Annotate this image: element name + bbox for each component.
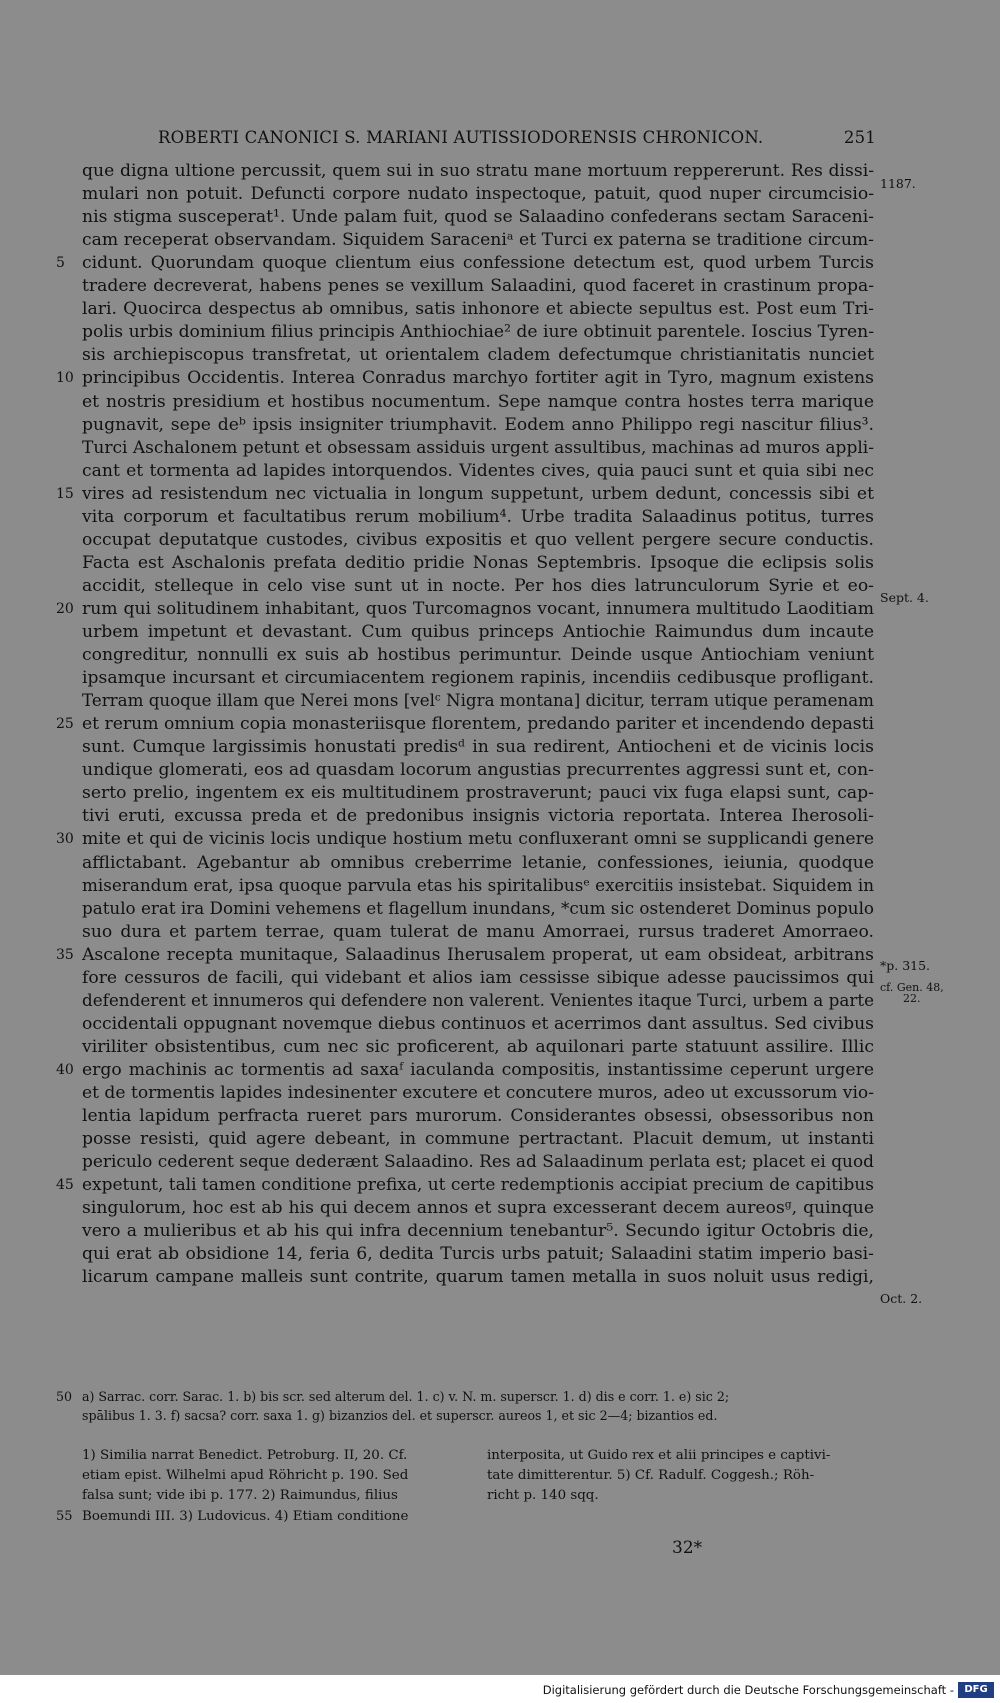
text-line: vires ad resistendum nec victualia in longum suppetunt, urbem dedunt, concessis sibi et	[82, 483, 874, 504]
line-number: 5	[56, 255, 65, 272]
text-line: patulo erat ira Domini vehemens et flagellum inundans, *cum sic ostenderet Dominus populo	[82, 898, 874, 919]
page-number: 251	[843, 128, 876, 147]
text-line: tivi eruti, excussa preda et de predonibus insignis victoria reportata. Interea Iherosoli-	[82, 806, 874, 827]
footnote-line: falsa sunt; vide ibi p. 177. 2) Raimundus, filius	[82, 1488, 398, 1503]
text-line: fore cessuros de facili, qui videbant et alios iam cessisse sibique adesse paucissimos qui	[82, 967, 874, 988]
footnote-line: interposita, ut Guido rex et alii principes e captivi-	[487, 1448, 831, 1463]
text-line: et nostris presidium et hostibus nocumentum. Sepe namque contra hostes terra marique	[82, 391, 874, 412]
text-line: polis urbis dominium filius principis Anthiochiae² de iure obtinuit parentele. Ioscius Tyren-	[82, 322, 874, 343]
text-line: rum qui solitudinem inhabitant, quos Turcomagnos vocant, innumera multitudo Laoditiam	[82, 598, 874, 619]
text-line: nis stigma susceperat¹. Unde palam fuit, quod se Salaadino confederans sectam Saraceni-	[82, 207, 874, 228]
line-number: 15	[56, 485, 74, 502]
margin-note-bible-ref-verse: 22.	[903, 992, 921, 1005]
text-line: congreditur, nonnulli ex suis ab hostibus perimuntur. Deinde usque Antiochiam veniunt	[82, 645, 874, 666]
text-line: Facta est Aschalonis prefata deditio pridie Nonas Septembris. Ipsoque die eclipsis solis	[82, 552, 874, 573]
running-title: ROBERTI CANONICI S. MARIANI AUTISSIODORENSIS CHRONICON.	[158, 128, 764, 147]
text-line: undique glomerati, eos ad quasdam locorum angustias precurrentes aggressi sunt et, con-	[82, 760, 874, 781]
text-line: licarum campane malleis sunt contrite, quarum tamen metalla in suos noluit usus redigi,	[82, 1267, 874, 1288]
text-line: pugnavit, sepe deᵇ ipsis insigniter triumphavit. Eodem anno Philippo regi nascitur filius³.	[82, 414, 874, 435]
text-line: suo dura et partem terrae, quam tulerat de manu Amorraei, rursus traderet Amorraeo.	[82, 921, 874, 942]
text-line: vero a mulieribus et ab his qui infra decennium tenebantur⁵. Secundo igitur Octobris die,	[82, 1221, 874, 1242]
line-number: 55	[56, 1509, 73, 1524]
margin-note-bible-ref: cf. Gen. 48,	[880, 981, 944, 994]
text-line: posse resisti, quid agere debeant, in commune pertractant. Placuit demum, ut instanti	[82, 1129, 874, 1150]
footnote-line: richt p. 140 sqq.	[487, 1488, 599, 1503]
funding-note: Digitalisierung gefördert durch die Deutsche Forschungsgemeinschaft -	[542, 1683, 954, 1697]
text-line: cam receperat observandam. Siquidem Saraceniᵃ et Turci ex paterna se traditione circum-	[82, 230, 874, 251]
line-number: 45	[56, 1177, 74, 1194]
line-number: 10	[56, 370, 74, 387]
text-line: periculo cederent seque dederænt Salaadino. Res ad Salaadinum perlata est; placet ei quod	[82, 1152, 874, 1173]
margin-note-date: Oct. 2.	[880, 1291, 923, 1306]
critical-apparatus-line: a) Sarrac. corr. Sarac. 1. b) bis scr. sed alterum del. 1. c) v. N. m. superscr. 1. d) dis e corr. 1. e) sic 2;	[82, 1389, 730, 1404]
text-line: occupat deputatque custodes, civibus expositis et quo vellent pergere secure conductis.	[82, 529, 874, 550]
text-line: mulari non potuit. Defuncti corpore nudato inspectoque, patuit, quod nuper circumcisio-	[82, 184, 874, 205]
text-line: Terram quoque illam que Nerei mons [velᶜ Nigra montana] dicitur, terram utique peramenam	[82, 691, 874, 712]
text-line: mite et qui de vicinis locis undique hostium metu confluxerant omni se supplicandi genere	[82, 829, 874, 850]
text-line: sis archiepiscopus transfretat, ut orientalem cladem defectumque christianitatis nunciet	[82, 345, 874, 366]
line-number: 25	[56, 716, 74, 733]
line-number: 35	[56, 946, 74, 963]
text-line: urbem impetunt et devastant. Cum quibus princeps Antiochie Raimundus dum incaute	[82, 622, 874, 642]
footnote-line: 1) Similia narrat Benedict. Petroburg. II, 20. Cf.	[82, 1448, 408, 1463]
text-line: singulorum, hoc est ab his qui decem annos et supra excesserant decem aureosᵍ, quinque	[82, 1198, 874, 1219]
text-line: ipsamque incursant et circumiacentem regionem rapinis, incendiis cedibusque profligant.	[82, 668, 874, 689]
line-number: 30	[56, 831, 74, 848]
footnote-line: Boemundi III. 3) Ludovicus. 4) Etiam conditione	[82, 1509, 409, 1524]
text-line: ergo machinis ac tormentis ad saxaᶠ iaculanda compositis, instantissime ceperunt urgere	[82, 1059, 874, 1080]
text-line: afflictabant. Agebantur ab omnibus creberrime letanie, confessiones, ieiunia, quodque	[82, 852, 874, 873]
line-number: 20	[56, 600, 74, 617]
text-line: que digna ultione percussit, quem sui in suo stratu mane mortuum reppererunt. Res dissi-	[82, 161, 874, 181]
signature-mark: 32*	[672, 1538, 703, 1558]
digitization-footer	[0, 1675, 1000, 1703]
text-line: serto prelio, ingentem ex eis multitudinem prostraverunt; pauci vix fuga elapsi sunt, cap-	[82, 783, 874, 804]
margin-note-page-ref: *p. 315.	[880, 958, 931, 973]
footnote-line: tate dimitterentur. 5) Cf. Radulf. Coggesh.; Röh-	[487, 1468, 815, 1483]
text-line: cant et tormenta ad lapides intorquendos. Videntes cives, quia pauci sunt et quia sibi nec	[82, 460, 874, 481]
text-line: accidit, stelleque in celo vise sunt ut in nocte. Per hos dies latrunculorum Syrie et eo-	[82, 575, 874, 596]
text-line: et de tormentis lapides indesinenter excutere et concutere muros, adeo ut excussorum vio-	[82, 1083, 874, 1103]
text-line: qui erat ab obsidione 14, feria 6, dedita Turcis urbs patuit; Salaadini statim imperio basi-	[82, 1244, 874, 1265]
text-line: viriliter obsistentibus, cum nec sic proficerent, ab aquilonari parte statuunt assilire. Illic	[82, 1036, 874, 1057]
text-line: miserandum erat, ipsa quoque parvula etas his spiritalibusᵉ exercitiis insistebat. Siquidem in	[82, 875, 874, 896]
text-line: defenderent et innumeros qui defendere non valerent. Venientes itaque Turci, urbem a parte	[82, 990, 874, 1011]
line-number: 40	[56, 1061, 74, 1078]
text-line: expetunt, tali tamen conditione prefixa, ut certe redemptionis accipiat precium de capitibus	[82, 1175, 874, 1196]
text-line: occidentali oppugnant novemque diebus continuos et acerrimos dant assultus. Sed civibus	[82, 1013, 874, 1034]
text-line: lentia lapidum perfracta rueret pars murorum. Considerantes obsessi, obsessoribus non	[82, 1106, 874, 1127]
text-line: vita corporum et facultatibus rerum mobilium⁴. Urbe tradita Salaadinus potitus, turres	[82, 506, 874, 527]
text-line: principibus Occidentis. Interea Conradus marchyo fortiter agit in Tyro, magnum existens	[82, 368, 874, 389]
text-line: tradere decreverat, habens penes se vexillum Salaadini, quod faceret in crastinum propa-	[82, 276, 874, 297]
text-line: Ascalone recepta munitaque, Salaadinus Iherusalem properat, ut eam obsideat, arbitrans	[82, 944, 874, 965]
text-line: lari. Quocirca despectus ab omnibus, satis inhonore et abiecte sepultus est. Post eum Tri-	[82, 299, 874, 320]
footnote-line: etiam epist. Wilhelmi apud Röhricht p. 190. Sed	[82, 1468, 409, 1483]
line-number: 50	[56, 1389, 73, 1404]
margin-note-date: Sept. 4.	[880, 590, 929, 605]
text-line: sunt. Cumque largissimis honustati predisᵈ in sua redirent, Antiocheni et de vicinis locis	[82, 737, 874, 758]
text-line: et rerum omnium copia monasteriisque florentem, predando pariter et incendendo depasti	[82, 714, 874, 735]
critical-apparatus-line: spālibus 1. 3. f) sacsa? corr. saxa 1. g) bizanzios del. et superscr. aureos 1, et sic 2—4; bizantios ed.	[82, 1408, 718, 1423]
text-line: cidunt. Quorundam quoque clientum eius confessione detectum est, quod urbem Turcis	[82, 253, 874, 274]
margin-note-year: 1187.	[880, 176, 916, 191]
text-line: Turci Aschalonem petunt et obsessam assiduis urgent assultibus, machinas ad muros appli-	[82, 437, 874, 458]
dfg-logo: DFG	[958, 1682, 994, 1698]
